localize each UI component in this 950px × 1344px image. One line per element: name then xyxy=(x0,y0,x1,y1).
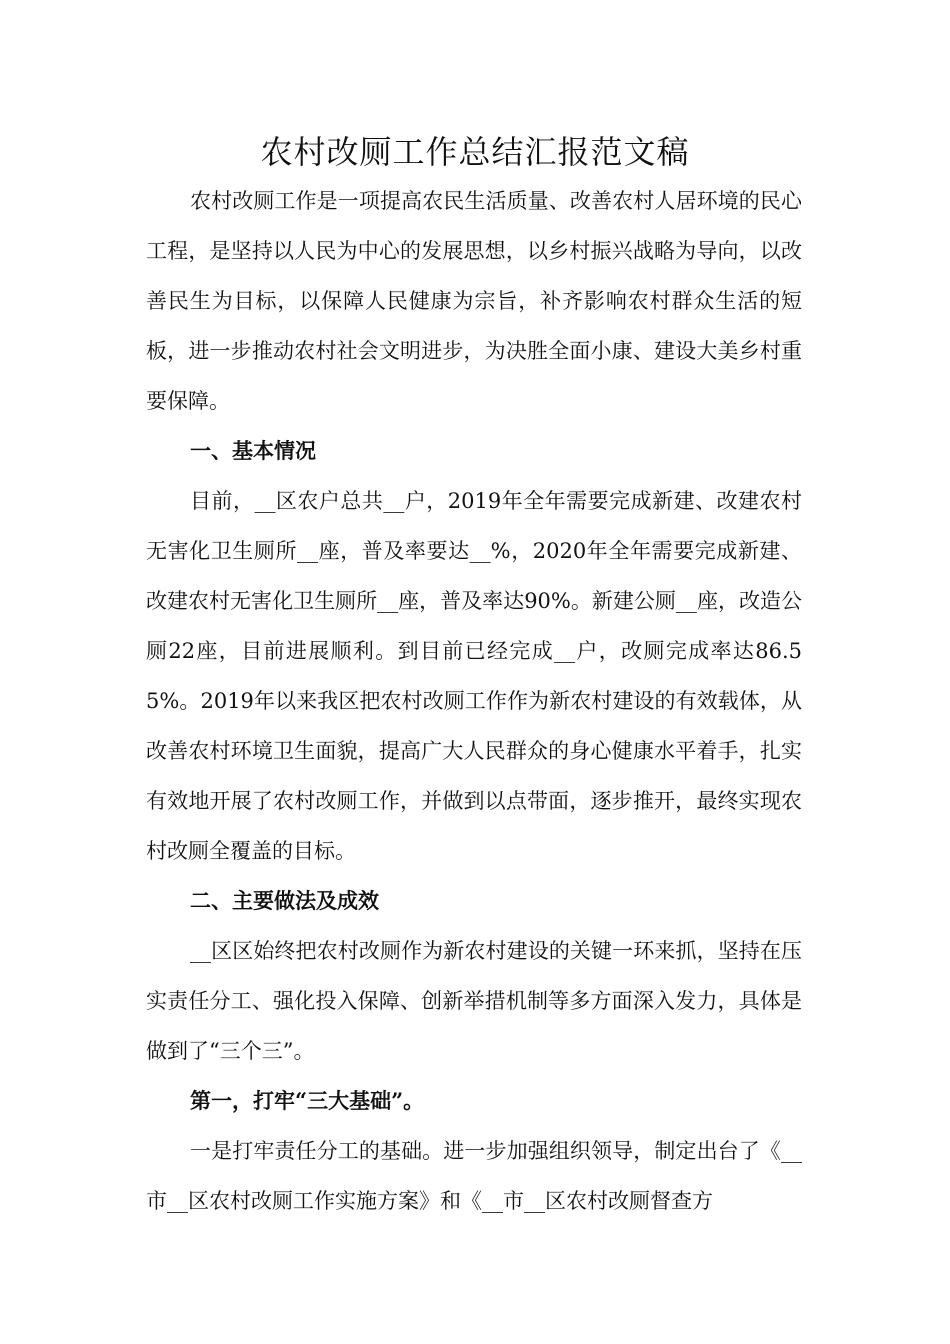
responsibility-paragraph: 一是打牢责任分工的基础。进一步加强组织领导，制定出台了《__市__区农村改厕工作实施方案》和《__市__区农村改厕督查方 xyxy=(146,1139,802,1213)
basic-situation-paragraph: 目前，__区农户总共__户，2019年全年需要完成新建、改建农村无害化卫生厕所__座，普及率要达__%，2020年全年需要完成新建、改建农村无害化卫生厕所__座，普及率达90%。新建公厕__座，改造公厕22座，目前进展顺利。到目前已经完成__户，改厕完成率达86.55%。2019年以来我区把农村改厕工作作为新农村建设的有效载体，从改善农村环境卫生面貌，提高广大人民群众的身心健康水平着手，扎实有效地开展了农村改厕工作，并做到以点带面，逐步推开，最终实现农村改厕全覆盖的目标。 xyxy=(146,489,802,863)
document-body xyxy=(146,176,802,1226)
main-practices-paragraph: __区区始终把农村改厕作为新农村建设的关键一环来抓，坚持在压实责任分工、强化投入保障、创新举措机制等多方面深入发力，具体是做到了“三个三”。 xyxy=(146,939,802,1063)
subheading-three-foundations: 第一，打牢“三大基础”。 xyxy=(190,1088,425,1113)
section-heading-main-practices: 二、主要做法及成效 xyxy=(190,888,379,913)
section-heading-basic-situation: 一、基本情况 xyxy=(190,438,316,463)
intro-paragraph: 农村改厕工作是一项提高农民生活质量、改善农村人居环境的民心工程，是坚持以人民为中心的发展思想，以乡村振兴战略为导向，以改善民生为目标，以保障人民健康为宗旨，补齐影响农村群众生活的短板，进一步推动农村社会文明进步，为决胜全面小康、建设大美乡村重要保障。 xyxy=(146,189,802,413)
document-title: 农村改厕工作总结汇报范文稿 xyxy=(260,133,690,171)
